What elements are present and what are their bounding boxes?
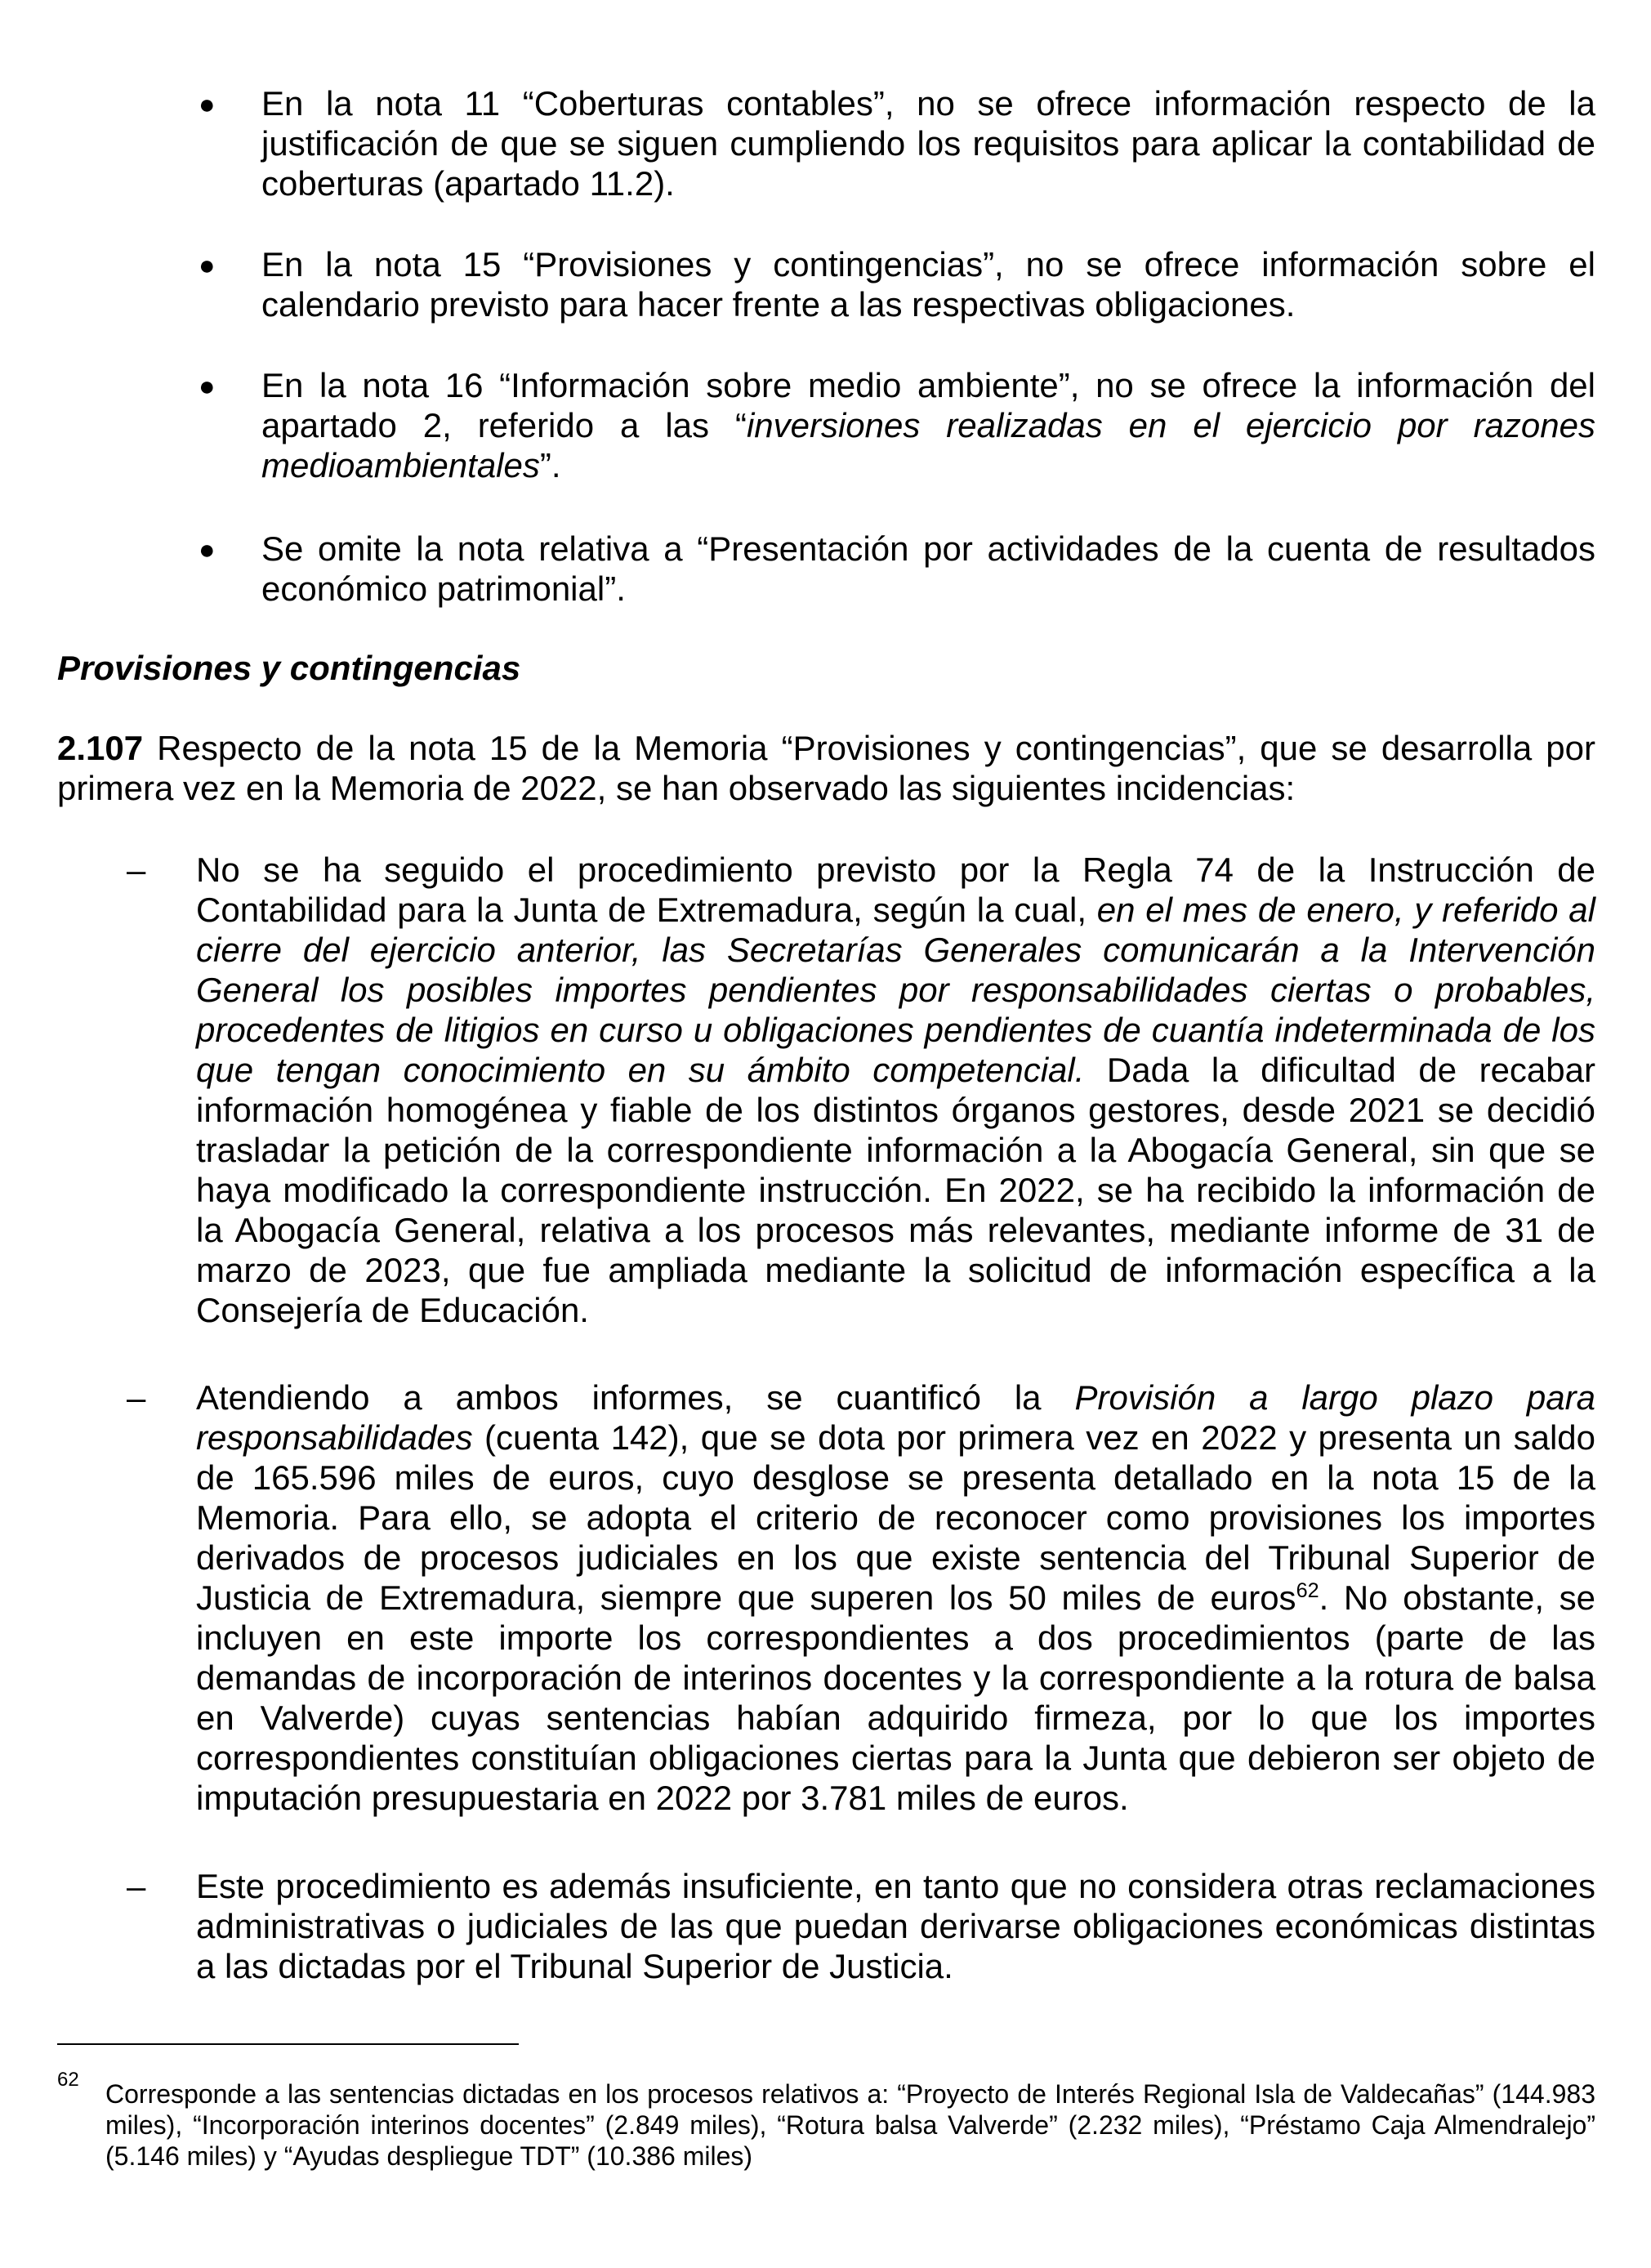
paragraph-number: 2.107 xyxy=(57,729,144,767)
bullet-italic-text: inversiones realizadas en el ejercicio por razones medioambientales xyxy=(261,406,1595,484)
dash-text: No se ha seguido el procedimiento previsto por la Regla 74 de la Instrucción de Contabilidad para la Junta de Extremadura, según la cual, xyxy=(196,850,1595,929)
dash-italic-text: Provisión a largo plazo para responsabilidades xyxy=(196,1378,1595,1457)
bullet-item: Se omite la nota relativa a “Presentación por actividades de la cuenta de resultados económico patrimonial”. xyxy=(261,529,1595,608)
dash-text: . No obstante, se incluyen en este importe los correspondientes a dos procedimientos (parte de las demandas de incorporación de interinos docentes y la correspondiente a la rotura de balsa en Valverde) cuyas sentencias habían adquirido firmeza, por lo que los importes correspondientes constituían obligaciones ciertas para la Junta que debieron ser objeto de imputación presupuestaria en 2022 por 3.781 miles de euros. xyxy=(196,1578,1595,1817)
dash-text: Atendiendo a ambos informes, se cuantificó la xyxy=(196,1378,1075,1417)
footnote-text: Corresponde a las sentencias dictadas en los procesos relativos a: “Proyecto de Interés Regional Isla de Valdecañas” (144.983 miles), “Incorporación interinos docentes” (2.849 miles), “Rotura balsa Valverde” (2.232 miles), “Préstamo Caja Almendralejo” (5.146 miles) y “Ayudas despliegue TDT” (10.386 miles) xyxy=(105,2079,1595,2171)
bullet-icon: ● xyxy=(199,534,216,565)
bullet-item: En la nota 11 “Coberturas contables”, no se ofrece información respecto de la justificación de que se siguen cumpliendo los requisitos para aplicar la contabilidad de coberturas (apartado 11.2). xyxy=(261,84,1595,203)
bullet-text: ”. xyxy=(539,446,561,484)
bullet-icon: ● xyxy=(199,250,216,281)
footnote-reference[interactable]: 62 xyxy=(1296,1579,1319,1602)
section-heading: Provisiones y contingencias xyxy=(57,649,521,687)
bullet-icon: ● xyxy=(199,89,216,120)
dash-icon: – xyxy=(127,1378,146,1417)
dash-text: (cuenta 142), que se dota por primera vez en 2022 y presenta un saldo de 165.596 miles de euros, cuyo desglose se presenta detallado en la nota 15 de la Memoria. Para ello, se adopta el criterio de reconocer como provisiones los importes derivados de procesos judiciales en los que existe sentencia del Tribunal Superior de Justicia de Extremadura, siempre que superen los 50 miles de euros xyxy=(196,1418,1595,1617)
bullet-icon: ● xyxy=(199,371,216,402)
dash-item: Este procedimiento es además insuficiente, en tanto que no considera otras reclamaciones administrativas o judiciales de las que puedan derivarse obligaciones económicas distintas a las dictadas por el Tribunal Superior de Justicia. xyxy=(196,1867,1595,1985)
dash-item xyxy=(196,850,1595,1330)
paragraph-text: Respecto de la nota 15 de la Memoria “Provisiones y contingencias”, que se desarrolla por primera vez en la Memoria de 2022, se han observado las siguientes incidencias: xyxy=(57,729,1595,807)
dash-item xyxy=(196,1377,1595,1818)
dash-icon: – xyxy=(127,1867,146,1905)
footnote-number: 62 xyxy=(57,2069,79,2091)
dash-icon: – xyxy=(127,850,146,889)
footnote-divider xyxy=(57,2043,519,2045)
numbered-paragraph xyxy=(57,728,1595,808)
bullet-text: En la nota 16 “Información sobre medio ambiente”, no se ofrece la información del apartado 2, referido a las “ xyxy=(261,366,1595,444)
dash-italic-text: en el mes de enero, y referido al cierre del ejercicio anterior, las Secretarías Generales comunicarán a la Intervención General los posibles importes pendientes por responsabilidades ciertas o probables, procedentes de litigios en curso u obligaciones pendientes de cuantía indeterminada de los que tengan conocimiento en su ámbito competencial. xyxy=(196,891,1595,1089)
dash-text: Dada la dificultad de recabar información homogénea y fiable de los distintos órganos gestores, desde 2021 se decidió trasladar la petición de la correspondiente información a la Abogacía General, sin que se haya modificado la correspondiente instrucción. En 2022, se ha recibido la información de la Abogacía General, relativa a los procesos más relevantes, mediante informe de 31 de marzo de 2023, que fue ampliada mediante la solicitud de información específica a la Consejería de Educación. xyxy=(196,1051,1595,1329)
bullet-item: En la nota 15 “Provisiones y contingencias”, no se ofrece información sobre el calendario previsto para hacer frente a las respectivas obligaciones. xyxy=(261,245,1595,324)
bullet-item xyxy=(261,365,1595,485)
